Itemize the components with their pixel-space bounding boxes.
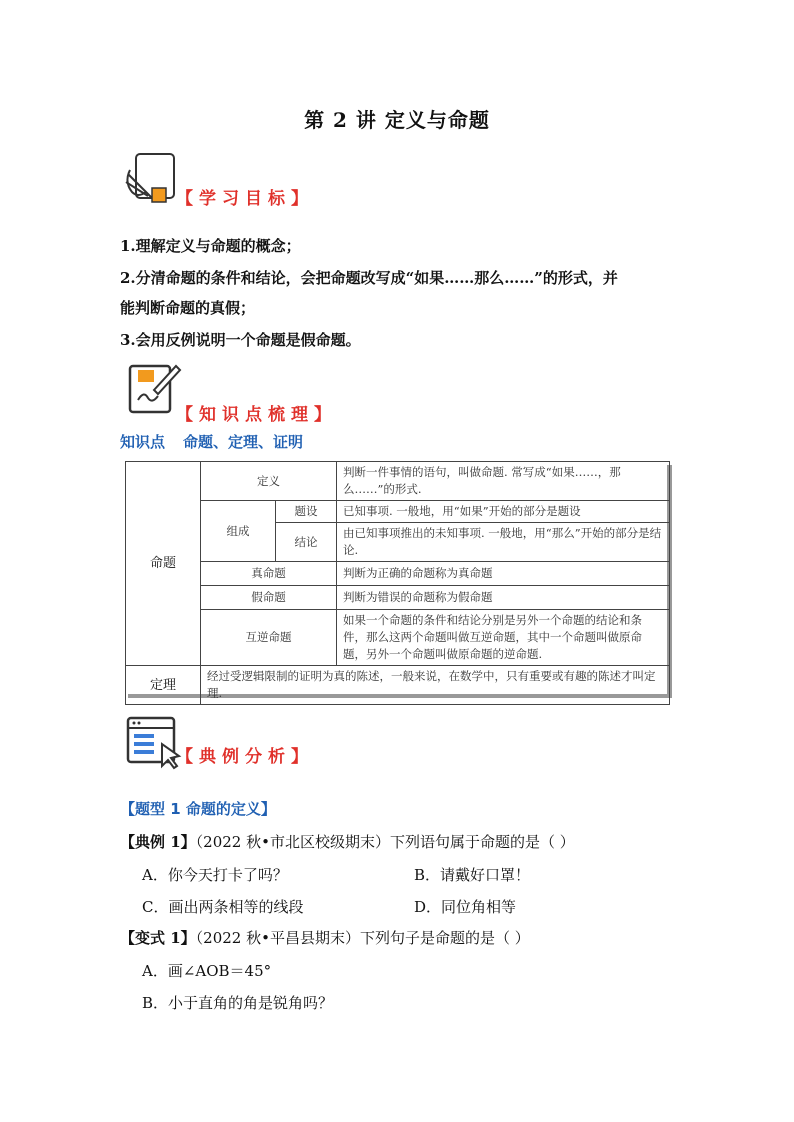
goal-1: 1.理解定义与命题的概念；: [120, 237, 301, 255]
converse-label: 互逆命题: [201, 610, 337, 666]
knowledge-tag: 【知识点梳理】: [176, 405, 337, 425]
example-1-option-a: A．你今天打卡了吗？: [142, 866, 288, 884]
knowledge-point-heading: [120, 431, 321, 452]
variant-1-tag: 【变式 1】: [120, 929, 196, 947]
variant-1-stem: （2022 秋•平昌县期末）下列句子是命题的是（ ）: [195, 929, 530, 947]
example-1-option-d: D．同位角相等: [414, 898, 517, 916]
scroll-quill-icon: [122, 152, 184, 208]
variant-1: [120, 928, 530, 948]
example-1-tag: 【典例 1】: [120, 833, 196, 851]
example-1-option-b: B．请戴好口罩！: [414, 866, 531, 884]
false-proposition-label: 假命题: [201, 586, 337, 610]
converse-text: 如果一个命题的条件和结论分别是另外一个命题的结论和条件，那么这两个命题叫做互逆命题，其中一个命题叫做原命题，另外一个命题叫做原命题的逆命题.: [337, 610, 670, 666]
hypothesis-text: 已知事项. 一般地，用“如果”开始的部分是题设: [337, 501, 670, 523]
false-proposition-text: 判断为错误的命题称为假命题: [337, 586, 670, 610]
goal-2: 2.分清命题的条件和结论，会把命题改写成“如果……那么……”的形式，并: [120, 269, 618, 287]
conclusion-label: 结论: [276, 523, 337, 562]
knowledge-table: [125, 461, 670, 705]
question-type-heading: 【题型 1 命题的定义】: [120, 800, 276, 818]
notepad-pen-icon: [124, 360, 182, 418]
theorem-text: 经过受逻辑限制的证明为真的陈述，一般来说，在数学中，只有重要或有趣的陈述才叫定理.: [201, 666, 670, 705]
example-1: [120, 832, 575, 852]
composition-label: 组成: [201, 501, 276, 562]
variant-1-option-a: A．画∠AOB＝45°: [142, 962, 272, 980]
goal-3: 3.会用反例说明一个命题是假命题。: [120, 331, 361, 349]
conclusion-text: 由已知事项推出的未知事项. 一般地，用“那么”开始的部分是结论.: [337, 523, 670, 562]
example-1-stem: （2022 秋•市北区校级期末）下列语句属于命题的是（ ）: [195, 833, 575, 851]
example-1-option-c: C．画出两条相等的线段: [142, 898, 304, 916]
knowledge-point-label: 知识点: [120, 433, 166, 451]
proposition-label: 命题: [126, 462, 201, 666]
true-proposition-text: 判断为正确的命题称为真命题: [337, 562, 670, 586]
hypothesis-label: 题设: [276, 501, 337, 523]
goal-2-cont: 能判断命题的真假；: [120, 299, 256, 317]
examples-tag: 【典例分析】: [176, 747, 314, 767]
learning-goals-tag: 【学习目标】: [176, 189, 314, 209]
definition-label: 定义: [201, 462, 337, 501]
knowledge-point-topic: 命题、定理、证明: [183, 433, 304, 451]
variant-1-option-b: B．小于直角的角是锐角吗？: [142, 994, 334, 1012]
true-proposition-label: 真命题: [201, 562, 337, 586]
theorem-label: 定理: [126, 666, 201, 705]
document-pointer-icon: [124, 714, 182, 772]
definition-text: 判断一件事情的语句，叫做命题. 常写成“如果……，那么……”的形式.: [337, 462, 670, 501]
page-title: 第 2 讲 定义与命题: [304, 108, 490, 132]
